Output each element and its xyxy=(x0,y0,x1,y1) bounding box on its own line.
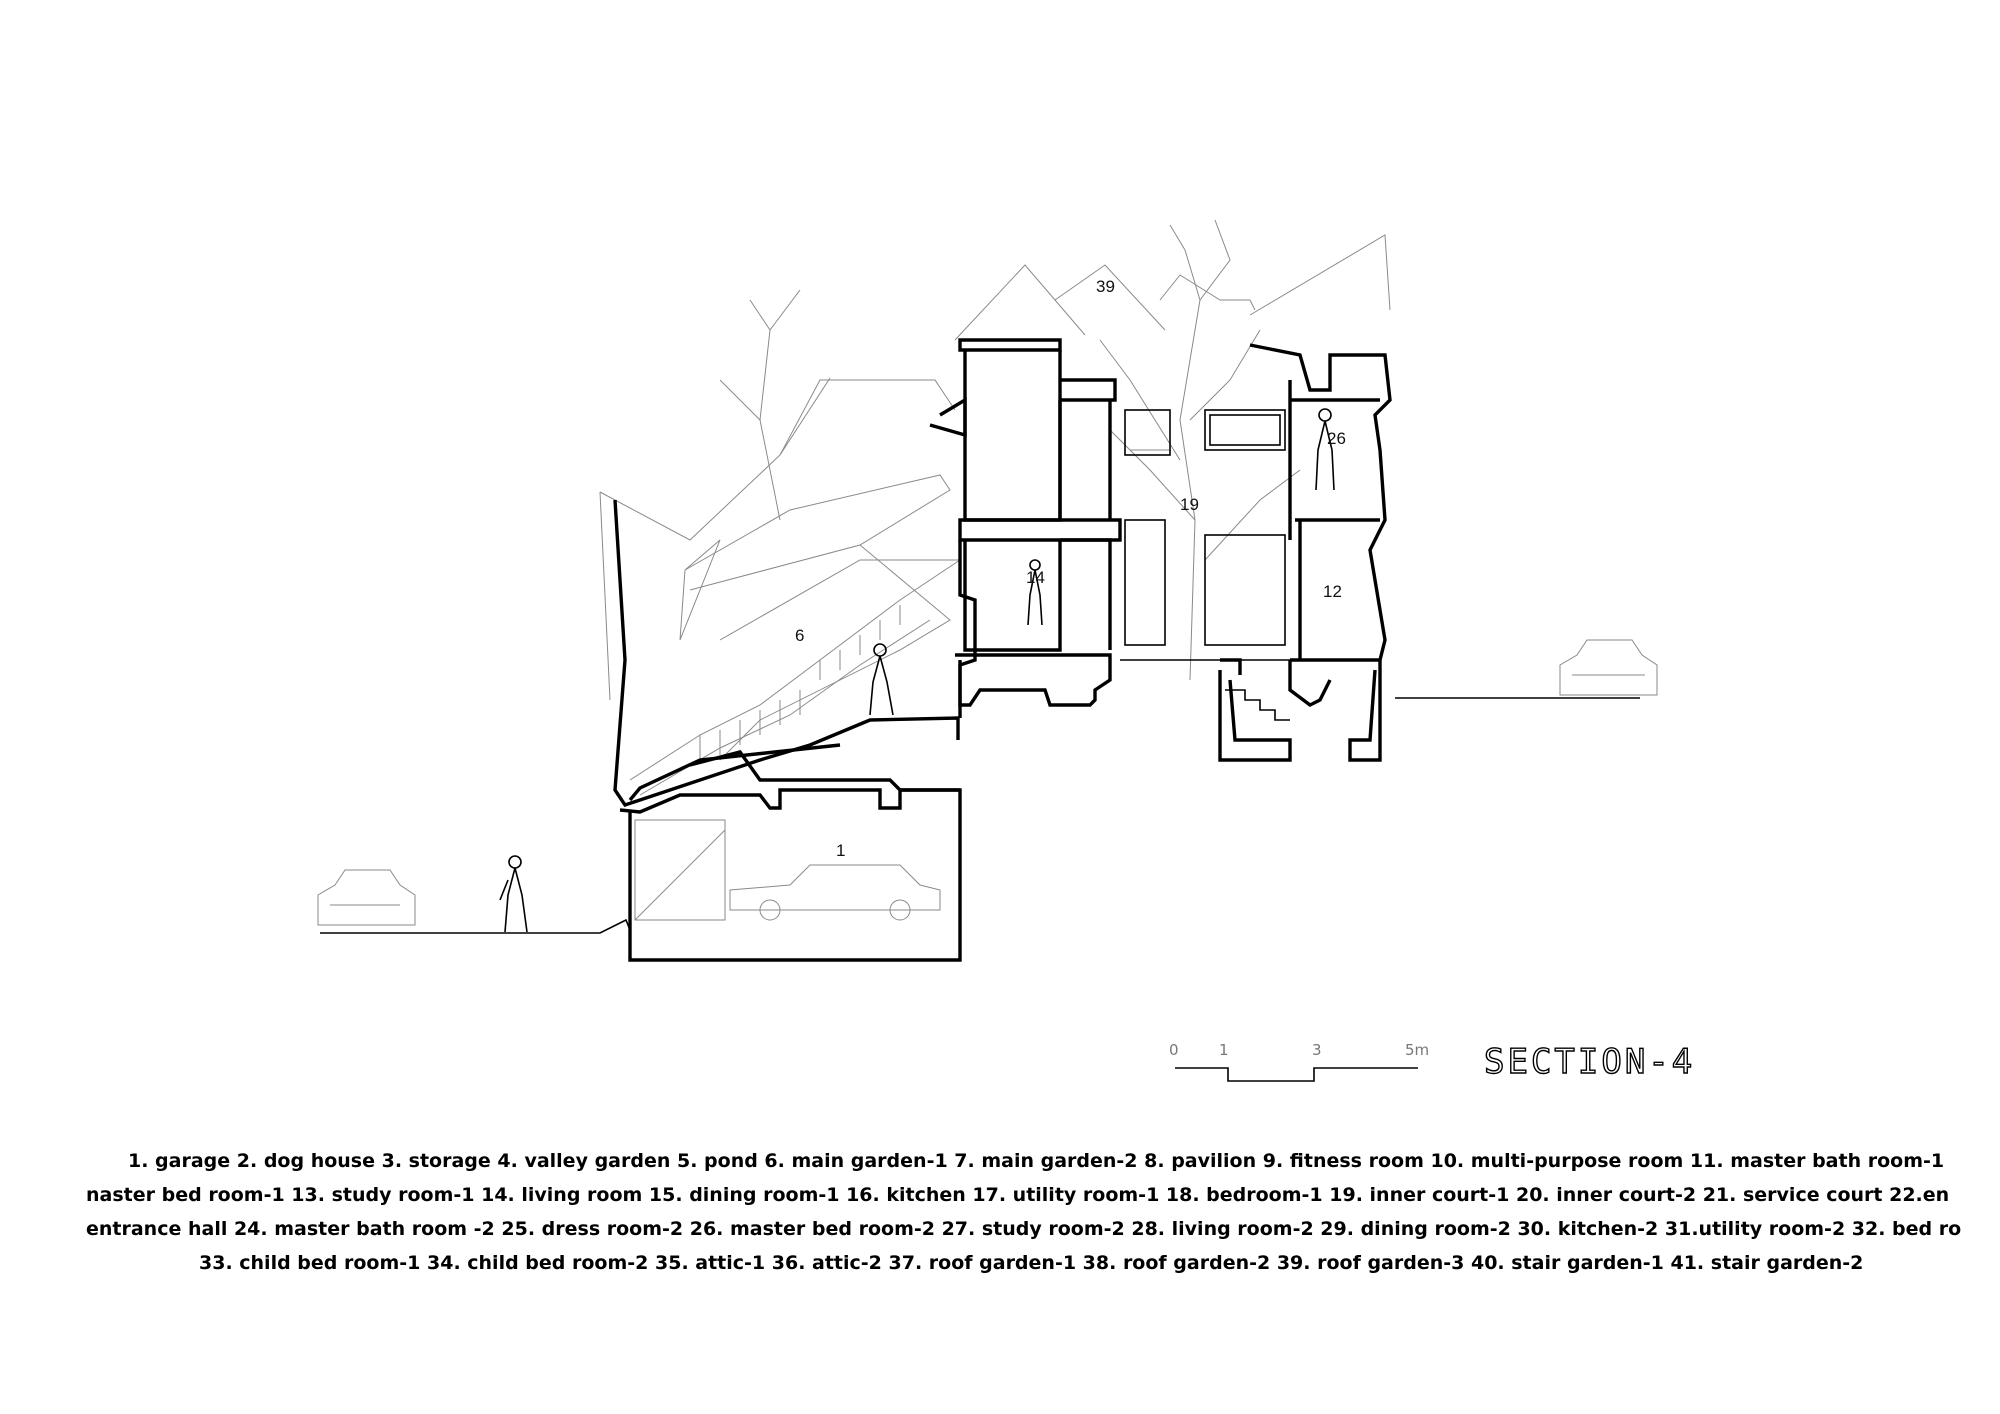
legend-line-2: naster bed room-1 13. study room-1 14. living room 15. dining room-1 16. kitchen 17. utility room-1 18. bedroom-1 19. inner court-1 20. inner court-2 21. service court 22.en xyxy=(86,1184,1950,1206)
scale-tick-3: 3 xyxy=(1312,1041,1322,1059)
scale-tick-0: 0 xyxy=(1169,1041,1179,1059)
roof-outlines xyxy=(600,235,1390,760)
stair-hatching xyxy=(630,560,960,795)
legend-line-4: 33. child bed room-1 34. child bed room-2 35. attic-1 36. attic-2 37. roof garden-1 38. roof garden-2 39. roof garden-3 40. stair garden-1 41. stair garden-2 xyxy=(199,1252,1864,1274)
left-building-walls xyxy=(615,500,975,960)
room-label-19: 19 xyxy=(1180,495,1199,514)
room-label-26: 26 xyxy=(1327,429,1346,448)
scale-bar xyxy=(1169,1041,1429,1081)
car-left xyxy=(318,870,415,925)
section-title: SECTION-4 xyxy=(1484,1042,1696,1082)
room-label-1: 1 xyxy=(836,841,846,860)
room-label-12: 12 xyxy=(1323,582,1342,601)
garage-storage xyxy=(635,820,725,920)
ground-line xyxy=(320,698,1640,933)
scale-tick-5m: 5m xyxy=(1405,1041,1430,1059)
room-labels xyxy=(795,277,1346,860)
room-label-39: 39 xyxy=(1096,277,1115,296)
legend-line-3: entrance hall 24. master bath room -2 25. dress room-2 26. master bed room-2 27. study room-2 28. living room-2 29. dining room-2 30. kitchen-2 31.utility room-2 32. bed ro xyxy=(86,1218,1962,1240)
person-garden xyxy=(870,644,893,715)
scale-tick-1: 1 xyxy=(1219,1041,1229,1059)
interior-frames xyxy=(1120,410,1290,720)
car-garage xyxy=(730,865,940,920)
person-street xyxy=(500,856,527,932)
car-right xyxy=(1560,640,1657,695)
room-label-6: 6 xyxy=(795,626,805,645)
central-building-walls xyxy=(930,340,1120,705)
room-label-14: 14 xyxy=(1026,568,1045,587)
legend-line-1: 1. garage 2. dog house 3. storage 4. valley garden 5. pond 6. main garden-1 7. main garden-2 8. pavilion 9. fitness room 10. multi-purpose room 11. master bath room-1 xyxy=(128,1150,1945,1172)
person-bedroom xyxy=(1316,409,1334,490)
